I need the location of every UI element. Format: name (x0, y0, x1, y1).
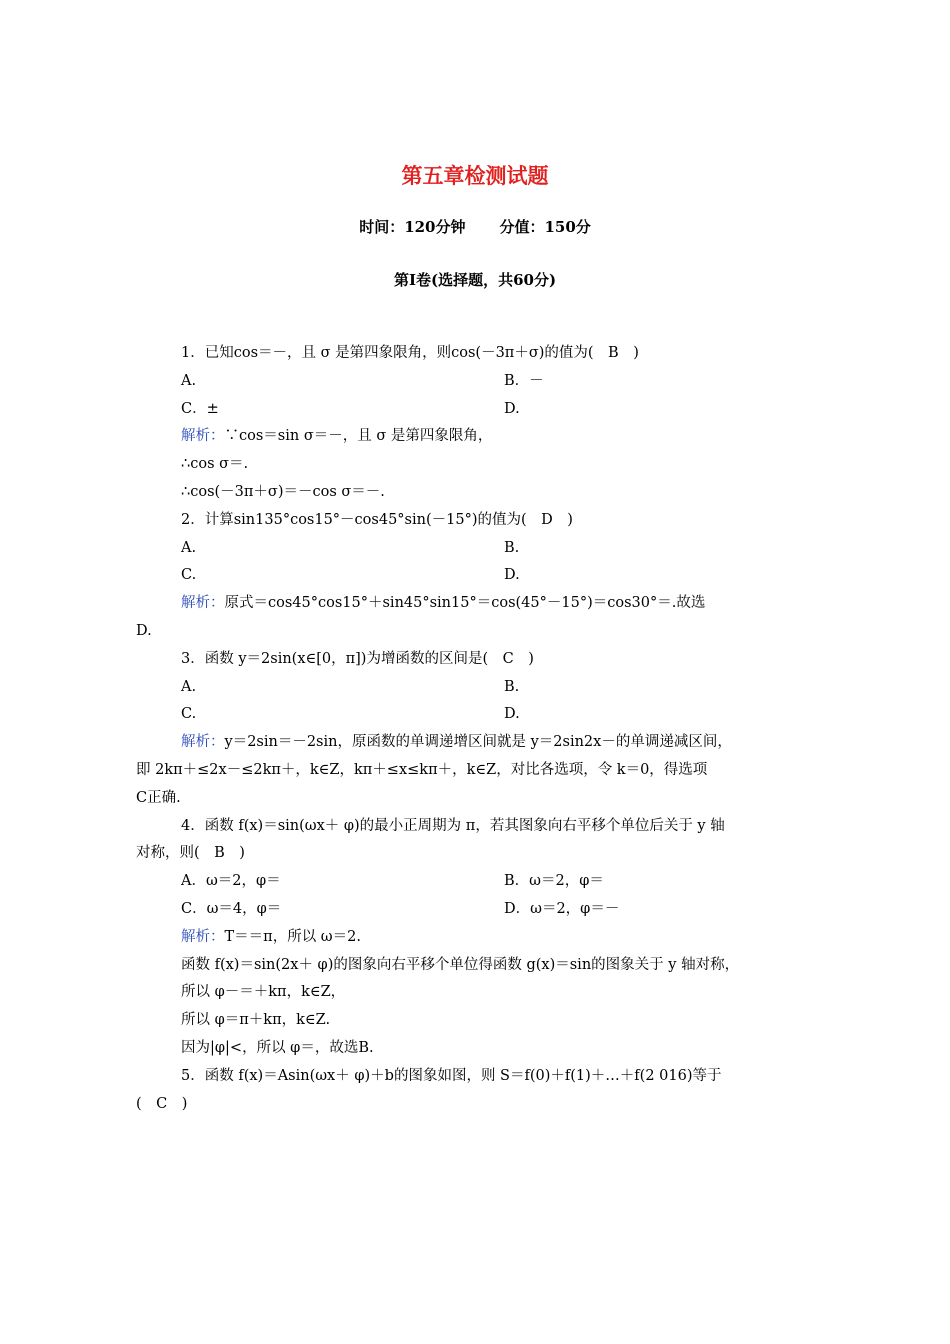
q1-solution-step: ∴cos σ＝. (181, 456, 249, 473)
q1-solution-text: ∵cos＝sin σ＝－，且 σ 是第四象限角， (224, 428, 493, 445)
q1-solution-line (136, 423, 816, 451)
q3-solution-label: 解析： (181, 734, 225, 751)
q3-solution-line (136, 729, 816, 757)
q1-options-row2 (136, 396, 816, 424)
q2-solution-label: 解析： (181, 595, 225, 612)
q3-solution-text: y＝2sin＝－2sin，原函数的单调递增区间就是 y＝2sin2x－的单调递减区间， (224, 734, 732, 751)
q3-options-row2 (136, 701, 816, 729)
q5-stem-cont: ( C ) (136, 1095, 188, 1112)
time-limit: 时间：120分钟 (359, 218, 466, 236)
q3-solution-step: C正确. (136, 789, 181, 806)
q3-option-c: C. (181, 706, 197, 723)
q4-stem-cont: 对称，则( B ) (136, 845, 245, 862)
q4-solution-label: 解析： (181, 928, 225, 945)
q4-solution-text: T＝＝π，所以 ω＝2. (224, 928, 361, 945)
q3-stem: 3．函数 y＝2sin(x∈[0，π])为增函数的区间是( C ) (181, 650, 534, 667)
q1-option-d: D. (504, 400, 520, 417)
q1-options-row1 (136, 368, 816, 396)
total-score: 分值：150分 (499, 218, 591, 236)
q3-option-b: B. (504, 678, 520, 695)
q4-option-a: A．ω＝2，φ＝ (181, 873, 281, 890)
q2-option-c: C. (181, 567, 197, 584)
q4-options-row1 (136, 868, 816, 896)
q3-option-a: A. (181, 678, 197, 695)
q1-option-c: C．± (181, 400, 219, 417)
q2-solution-step: D. (136, 622, 152, 639)
q4-stem: 4．函数 f(x)＝sin(ωx＋ φ)的最小正周期为 π，若其图象向右平移个单位后关于 y 轴 (181, 817, 725, 834)
q1-solution-label: 解析： (181, 428, 225, 445)
q4-option-c: C．ω＝4，φ＝ (181, 900, 282, 917)
q2-options-row1 (136, 535, 816, 563)
q2-options-row2 (136, 562, 816, 590)
q4-solution-line (136, 924, 816, 952)
q2-solution-line (136, 590, 816, 618)
q1-stem: 1．已知cos＝－，且 σ 是第四象限角，则cos(－3π＋σ)的值为( B ) (181, 345, 639, 361)
q2-solution-text: 原式＝cos45°cos15°＋sin45°sin15°＝cos(45°－15°)＝cos30°＝.故选 (224, 595, 706, 612)
page-title: 第五章检测试题 (401, 163, 549, 188)
q2-option-b: B. (504, 539, 520, 556)
exam-meta (0, 216, 950, 237)
q4-option-d: D．ω＝2，φ＝－ (504, 900, 620, 917)
q3-solution-step: 即 2kπ＋≤2x－≤2kπ＋，k∈Z，kπ＋≤x≤kπ＋，k∈Z，对比各选项，令 k＝0，得选项 (136, 761, 708, 778)
questions (136, 340, 816, 1118)
q4-solution-step: 所以 φ－＝＋kπ，k∈Z， (181, 984, 346, 1001)
q4-solution-step: 所以 φ＝π＋kπ，k∈Z. (181, 1012, 331, 1029)
q4-options-row2 (136, 896, 816, 924)
q5-stem: 5．函数 f(x)＝Asin(ωx＋ φ)＋b的图象如图，则 S＝f(0)＋f(1)＋…＋f(2 016)等于 (181, 1067, 722, 1084)
q2-option-a: A. (181, 539, 197, 556)
section-heading: 第Ⅰ卷(选择题，共60分) (393, 271, 557, 289)
q4-option-b: B．ω＝2，φ＝ (504, 873, 604, 890)
q2-option-d: D. (504, 567, 520, 584)
q4-solution-step: 函数 f(x)＝sin(2x＋ φ)的图象向右平移个单位得函数 g(x)＝sin的图象关于 y 轴对称， (181, 956, 740, 973)
q4-solution-step: 因为|φ|<，所以 φ＝，故选B. (181, 1039, 374, 1056)
q3-options-row1 (136, 674, 816, 702)
q1-option-a: A. (181, 372, 197, 389)
q1-option-b: B．－ (504, 372, 544, 389)
q2-stem: 2．计算sin135°cos15°－cos45°sin(－15°)的值为( D ) (181, 511, 573, 528)
q1-solution-step: ∴cos(－3π＋σ)＝－cos σ＝－. (181, 483, 385, 500)
q3-option-d: D. (504, 706, 520, 723)
